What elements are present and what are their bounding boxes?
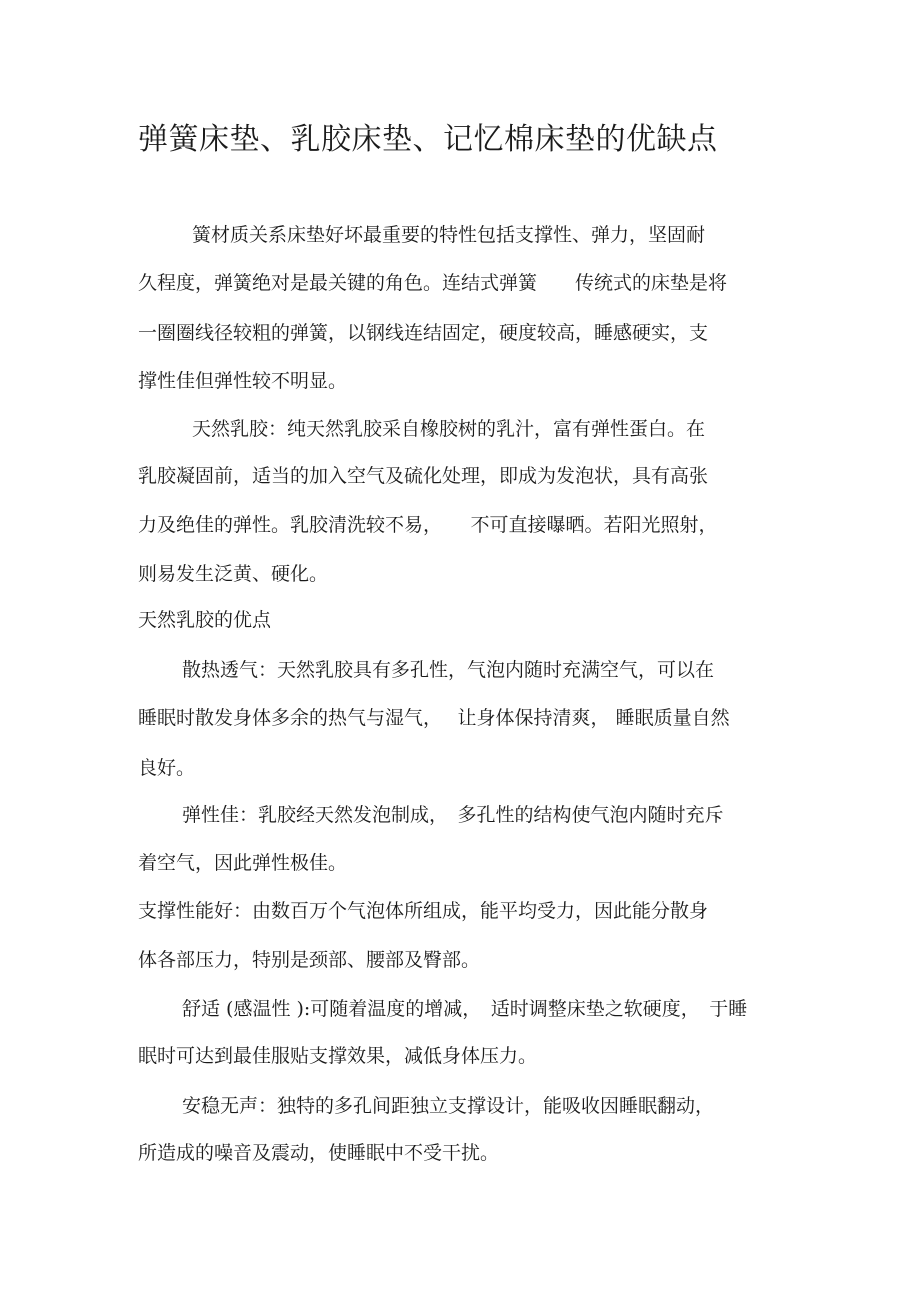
text-line: 弹性佳：乳胶经天然发泡制成， 多孔性的结构使气泡内随时充斥 — [182, 804, 724, 826]
page-title: 弹簧床垫、乳胶床垫、记忆棉床垫的优缺点 — [138, 122, 718, 157]
text-line: 支撑性能好：由数百万个气泡体所组成，能平均受力，因此能分散身 — [138, 900, 709, 922]
text-line: 安稳无声：独特的多孔间距独立支撑设计，能吸收因睡眠翻动， — [182, 1095, 715, 1117]
text-line: 乳胶凝固前，适当的加入空气及硫化处理，即成为发泡状，具有高张 — [138, 465, 709, 487]
text-line: 着空气，因此弹性极佳。 — [138, 852, 348, 874]
text-line: 一圈圈线径较粗的弹簧，以钢线连结固定，硬度较高，睡感硬实，支 — [138, 322, 709, 344]
text-line: 眠时可达到最佳服贴支撑效果，减低身体压力。 — [138, 1045, 538, 1067]
text-line: 睡眠时散发身体多余的热气与湿气， 让身体保持清爽， 睡眠质量自然 — [138, 707, 730, 729]
text-line: 久程度，弹簧绝对是最关键的角色。连结式弹簧 传统式的床垫是将 — [138, 272, 728, 294]
text-line: 良好。 — [138, 757, 196, 779]
text-line: 舒适 (感温性 ):可随着温度的增减， 适时调整床垫之软硬度， 于睡 — [182, 998, 748, 1020]
text-line: 散热透气：天然乳胶具有多孔性，气泡内随时充满空气，可以在 — [182, 659, 715, 681]
text-line: 撑性佳但弹性较不明显。 — [138, 370, 348, 392]
text-line: 体各部压力，特别是颈部、腰部及臀部。 — [138, 949, 481, 971]
section-heading: 天然乳胶的优点 — [138, 609, 272, 631]
text-line: 力及绝佳的弹性。乳胶清洗较不易， 不可直接曝晒。若阳光照射， — [138, 514, 718, 536]
text-line: 则易发生泛黄、硬化。 — [138, 563, 329, 585]
text-line: 天然乳胶：纯天然乳胶采自橡胶树的乳汁，富有弹性蛋白。在 — [192, 418, 706, 440]
text-line: 簧材质关系床垫好坏最重要的特性包括支撑性、弹力，坚固耐 — [192, 224, 706, 246]
text-line: 所造成的噪音及震动，使睡眠中不受干扰。 — [138, 1142, 500, 1164]
